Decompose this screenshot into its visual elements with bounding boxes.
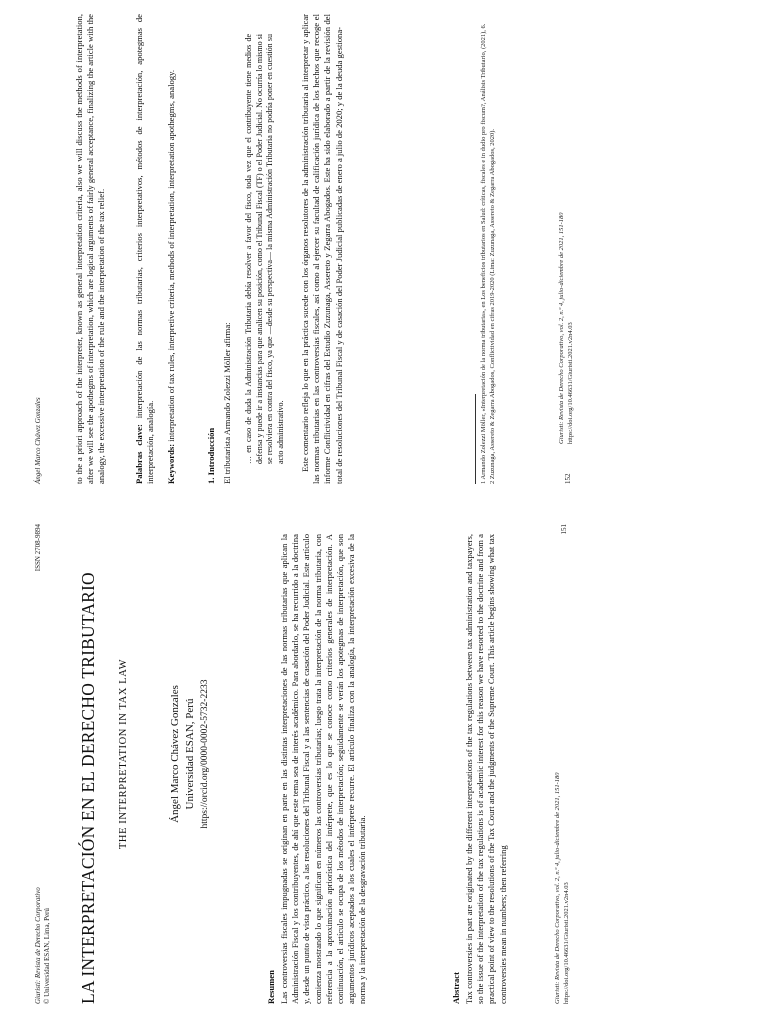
abstract-continuation: to the a priori approach of the interpreter, known as general interpretation criteria, also we will discuss the methods of interpretation, after we will see the apothegms of interpretation, which are logical arguments of fairly general acceptance, finalizing the article with the analogy, the excessive interpretation of the rule and the interpretation of the tax relief. [74, 14, 107, 484]
palabras-clave [134, 14, 156, 484]
block-quote: … en caso de duda la Administración Tributaria debía resolver a favor del fisco, toda vez que el contribuyente tiene medios de defensa y puede ir a instancias para que analicen su posición, como el Tribunal Fiscal (TF) o el Poder Judicial. No ocurría lo mismo si se resolviera en contra del fisco, ya que —desde su perspectiva— la misma Administración Tributaria no podría poner en cuestión su acto administrativo. [244, 34, 285, 464]
right-footer-doi[interactable]: https://doi.org/10.46631/Giuristi.2021.v2n4.03 [566, 322, 574, 444]
resumen-text: Las controversias fiscales impugnadas se originan en parte en las distintas interpretaciones de las normas tributarias que aplican la Administración Fiscal y los contribuyentes, de ahí que este tema sea de interés académico. Para abordarlo, se ha recurrido a la doctrina y, desde un punto de vista práctico, a las resoluciones del Tribunal Fiscal y a las sentencias de casación del Poder Judicial. Este artículo comienza mostrando lo que significan en números las controversias tributarias; luego trata la interpretación de la norma tributaria, con referencia a la aproximación apriorística del intérprete, que es lo que se conoce como criterios generales de interpretación. A continuación, el artículo se ocupa de los métodos de interpretación; seguidamente se verán los apotegmas de interpretación, que son argumentos jurídicos aceptados a los cuales el intérprete recurre. El artículo finaliza con la analogía, la interpretación excesiva de la norma y la interpretación de la desgravación tributaria. [279, 534, 368, 1004]
abstract-heading: Abstract [451, 972, 461, 1004]
footnotes [480, 14, 497, 484]
running-head: Ángel Marco Chávez Gonzales [34, 397, 42, 484]
intro-line: El tributarista Armando Zolezzi Möller afirma: [222, 322, 232, 484]
right-footer-journal [558, 24, 575, 444]
issn: ISSN 2708-9894 [34, 524, 42, 572]
footer-doi[interactable]: https://doi.org/10.46631/Giuristi.2021.v2n4.03 [562, 882, 570, 1004]
journal-header [34, 804, 52, 1004]
keywords-text: interpretation of tax rules, interpretive criteria, methods of interpretation, interpretation apothegms, analogy. [166, 70, 176, 442]
author-orcid[interactable]: https://orcid.org/0000-0002-5732-2233 [200, 679, 210, 829]
keywords-label: Keywords: [166, 443, 176, 484]
article-subtitle: THE INTERPRETATION IN TAX LAW [118, 658, 129, 850]
footer-citation: Giuristi: Revista de Derecho Corporativo, vol. 2, n.º 4, julio-diciembre de 2021, 151-180 [554, 772, 561, 1004]
abstract-text: Tax controversies in part are originated by the different interpretations of the tax regulations between tax administration and taxpayers, so the issue of the interpretation of the tax regulations is of academic interest for this reason we have resorted to the doctrine and from a practical point of view to the resolutions of the Tax Court and the judgments of the Supreme Court. This article begins showing what tax controversies mean in numbers; then referring [464, 534, 508, 1004]
article-title: LA INTERPRETACIÓN EN EL DERECHO TRIBUTARIO [78, 572, 98, 1004]
journal-copyright: © Universidad ESAN, Lima, Perú [43, 908, 51, 1004]
keywords [166, 14, 177, 484]
resumen-heading: Resumen [266, 970, 276, 1004]
right-footer-citation: Giuristi: Revista de Derecho Corporativo, vol. 2, n.º 4, julio-diciembre de 2021, 151-180 [558, 212, 565, 444]
footnote-1: 1 Armando Zolezzi Möller, «Interpretación de la norma tributaria», en Los beneficios tributarios en Salud: críticas, fiscales e in dudio pro fiscum?, Análisis Tributario, (2021), 6. [480, 23, 487, 484]
page-number: 151 [560, 524, 568, 535]
footnote-separator [475, 394, 476, 484]
author-affiliation: Universidad ESAN, Perú [184, 698, 196, 810]
footnote-2: 2 Zuzunaga, Assereto & Zegarra Abogados, Conflictividad en cifras 2019-2020 (Lima: Zuzunaga, Assereto & Zegarra Abogados, 2020). [488, 128, 496, 484]
palabras-clave-text: interpretación de las normas tributarias, criterios interpretativos, métodos de interpretación, apotegmas de interpretación, analogía. [134, 14, 156, 484]
author-block [168, 544, 213, 964]
section-heading: 1. Introducción [206, 427, 216, 484]
author-name: Ángel Marco Chávez Gonzales [169, 685, 181, 823]
body-paragraph: Este comentario refleja lo que en la práctica sucede con los órganos resolutores de la administración tributaria al interpretar y aplicar las normas tributarias en las controversias fiscales, así como al ejercer su facultad de calificación jurídica de los hechos que recoge el informe Conflictividad en cifras del Estudio Zuzunaga, Assereto y Zegarra Abogados. Este ha sido elaborado a partir de la revisión del total de resoluciones del Tribunal Fiscal y de casación del Poder Judicial publicadas de enero a julio de 2020; y de la deuda gestiona- [300, 14, 344, 484]
right-page-number: 152 [564, 473, 572, 484]
journal-name: Giuristi: Revista de Derecho Corporativo [34, 887, 42, 1004]
palabras-clave-label: Palabras clave: [134, 424, 144, 484]
footer-journal [554, 584, 571, 1004]
